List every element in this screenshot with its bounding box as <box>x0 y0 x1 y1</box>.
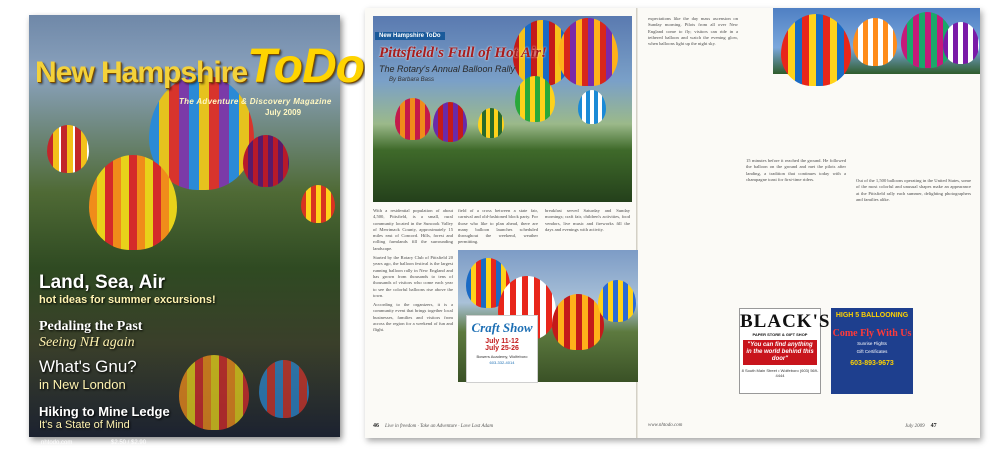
section-label: New Hampshire ToDo <box>375 32 445 40</box>
photo-balloon-tr-2 <box>853 18 897 66</box>
column-5-text: breakfast served Saturday and Sunday mornings; craft fair, children's activities, food vendors, live music and fireworks fill the days and evenings with activity. <box>545 208 630 232</box>
cover-headline-2: Pedaling the Past <box>39 319 143 334</box>
footer-center: www.nhtodo.com <box>648 423 683 428</box>
footer-right <box>905 423 943 429</box>
cover-balloon-left <box>47 125 89 173</box>
blacks-ad <box>739 308 831 394</box>
high5-cta: Come Fly With Us <box>832 328 912 339</box>
article-subtitle: The Rotary's Annual Balloon Rally <box>379 64 515 74</box>
cover-headline-2-sub: Seeing NH again <box>39 335 135 350</box>
column-6-text: expectations like the day mass ascension on Sunday morning. Pilots from all over New England come to fly; visitors can ride in a tethered balloon and watch the evening glow, when balloons light up the night sky. <box>648 16 738 47</box>
footer-left-text: Live in freedom · Take an Adventure · Love Lost Adam <box>385 424 494 429</box>
footer-left <box>373 423 493 429</box>
cover-headline-1-sub: hot ideas for summer excursions! <box>39 294 216 306</box>
cover-headline-1: Land, Sea, Air <box>39 272 165 293</box>
column-8-text: Out of the 1,500 balloons operating in the United States, some of the most colorful and unusual shapes make an appearance at the Pittsfield rally each summer, delighting photographers and families alike. <box>856 178 971 202</box>
photo-balloon-5 <box>433 102 467 142</box>
cover-url: nhtodo.com <box>41 440 73 446</box>
photo-balloon-6 <box>578 90 606 124</box>
footer-right-text: July 2009 <box>905 424 925 429</box>
craft-show-date-1: July 11-12 <box>485 338 519 345</box>
blacks-name: BLACK'S <box>740 311 831 332</box>
blacks-subtitle: PAPER STORE & GIFT SHOP <box>752 332 808 337</box>
high5-line-2: Gift Certificates <box>856 349 888 354</box>
article-column-3 <box>545 208 630 248</box>
cover-headline-3: What's Gnu? <box>39 357 137 376</box>
photo-balloon-f-3 <box>552 294 604 350</box>
high5-line-1: Sunrise Flights <box>857 341 887 346</box>
masthead-suffix: ToDo <box>247 40 364 93</box>
high5-phone: 603-893-9673 <box>850 360 894 367</box>
article-column-6 <box>856 178 971 303</box>
craft-show-ad <box>466 315 538 383</box>
craft-show-location: Bowers Academy, Wolfeboro <box>476 354 528 359</box>
cover-masthead <box>35 39 364 94</box>
magazine-spread <box>365 8 980 438</box>
column-4-text: field of a cross between a state fair, carnival and old-fashioned block party. For those who like to plan ahead, there are many balloon launches scheduled throughout the weekend, weather permitting. <box>458 208 538 245</box>
column-1-text: With a residential population of about 4,500, Pittsfield, is a small, rural community located in the Suncook Valley of Merrimack County, approximately 15 miles east of Concord. Hills, forest and rolling farmlands fill the surrounding landscape. <box>373 208 453 251</box>
craft-show-date-2: July 25-26 <box>485 345 519 352</box>
balloon-photo-main <box>373 16 632 202</box>
column-2-text: Started by the Rotary Club of Pittsfield 20 years ago, the balloon festival is the largest running balloon rally in New England and has grown from thousands to tens of thousands of visitors who come each year to see the colorful balloons rise above the town. <box>373 255 453 298</box>
photo-balloon-2 <box>558 18 618 86</box>
cover-headline-4: Hiking to Mine Ledge <box>39 404 170 419</box>
craft-show-phone: 603-332-4014 <box>489 360 515 365</box>
balloon-photo-top-right <box>773 8 980 74</box>
article-column-4 <box>648 16 738 416</box>
masthead-prefix: New Hampshire <box>35 56 248 89</box>
article-title: Pittsfield's Full of Hot Air! <box>379 45 547 61</box>
blacks-slogan: "You can find anything in the world behind this door" <box>743 340 817 365</box>
cover-headline-3-sub: in New London <box>39 377 126 392</box>
column-3-text: According to the organizers, it is a community event that brings together local businesses, families and visitors from across the region for a weekend of fun and flight. <box>373 302 453 333</box>
article-byline: By Barbara Bass <box>389 77 435 83</box>
blacks-address: 8 South Main Street • Wolfeboro (603) 569-4444 <box>741 368 819 378</box>
cover-balloon-right <box>243 135 289 187</box>
article-column-2 <box>458 208 538 248</box>
photo-balloon-4 <box>395 98 431 140</box>
article-column-1 <box>373 208 453 416</box>
cover-headline-4-sub: It's a State of Mind <box>39 419 130 431</box>
photo-balloon-tr-4 <box>943 22 979 64</box>
high5-ballooning-ad <box>831 308 913 394</box>
magazine-cover <box>29 15 364 446</box>
page-number-right: 47 <box>930 423 937 429</box>
cover-balloon-reflection <box>179 355 249 430</box>
high5-name: HIGH 5 BALLOONING <box>835 312 909 319</box>
column-7-text: 15 minutes before it reached the ground. He followed the balloon on the ground and met the pilots after landing, a tradition that continues today with a champagne toast for first-time riders. <box>746 158 846 182</box>
cover-tagline: The Adventure & Discovery Magazine <box>179 97 332 106</box>
cover-price: $2.50 / $2.90 <box>111 440 147 446</box>
photo-balloon-7 <box>478 108 504 138</box>
photo-balloon-tr-1 <box>781 14 851 86</box>
page-number-left: 46 <box>373 423 379 429</box>
cover-balloon-reflection-2 <box>259 360 309 418</box>
cover-issue-date: July 2009 <box>265 108 302 117</box>
cover-balloon-right-small <box>301 185 335 223</box>
photo-balloon-f-4 <box>598 280 636 322</box>
cover-balloon-center <box>89 155 177 250</box>
craft-show-name: Craft Show <box>471 320 533 335</box>
article-column-5 <box>746 158 846 303</box>
photo-balloon-3 <box>515 76 555 122</box>
